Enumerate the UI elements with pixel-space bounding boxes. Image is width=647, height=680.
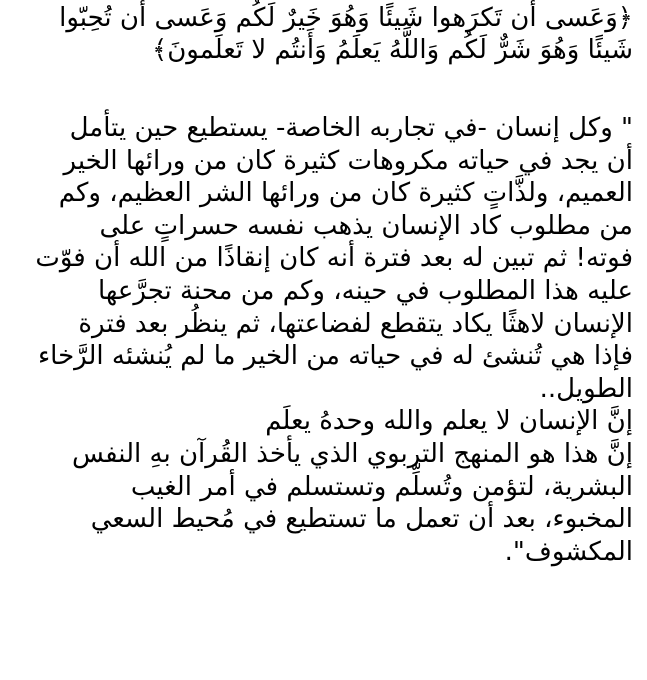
verse-line: ﴿وَعَسى أَن تَكرَهوا شَيئًا وَهُوَ خَيرٌ لَكُم وَعَسى أَن تُحِبّوا xyxy=(59,3,633,33)
quran-verse xyxy=(14,0,633,66)
text-line: أن يجد في حياته مكروهات كثيرة كان من ورائها الخير xyxy=(63,145,633,176)
text-line: الطويل.. xyxy=(539,373,633,404)
text-line: الإنسان لاهثًا يكاد يتقطع لفضاعتها، ثم ينظُر بعد فترة xyxy=(78,308,633,339)
paragraph-gap xyxy=(14,66,633,112)
text-line: المكشوف". xyxy=(504,536,633,567)
text-line: عليه هذا المطلوب في حينه، وكم من محنة تجرَّعها xyxy=(97,275,633,306)
text-line: البشرية، لتؤمن وتُسلِّم وتستسلم في أمر الغيب xyxy=(130,471,633,502)
text-line: إنَّ هذا هو المنهج التربوي الذي يأخذ القُرآن بهِ النفس xyxy=(71,438,633,469)
text-line: من مطلوب كاد الإنسان يذهب نفسه حسراتٍ على xyxy=(99,210,633,241)
text-line: فإذا هي تُنشئ له في حياته من الخير ما لم يُنشئه الرَّخاء xyxy=(37,341,633,372)
text-line: إنَّ الإنسان لا يعلم والله وحدهُ يعلَم xyxy=(265,406,633,437)
text-line: فوته! ثم تبين له بعد فترة أنه كان إنقاذًا من الله أن فوّت xyxy=(35,243,633,274)
text-line: العميم، ولذَّاتٍ كثيرة كان من ورائها الشر العظيم، وكم xyxy=(58,178,633,209)
text-line: " وكل إنسان -في تجاربه الخاصة- يستطيع حين يتأمل xyxy=(69,113,633,143)
text-line: المخبوء، بعد أن تعمل ما تستطيع في مُحيط السعي xyxy=(90,504,633,535)
commentary-paragraph xyxy=(14,112,633,568)
verse-line: شَيئًا وَهُوَ شَرٌّ لَكُم وَاللَّهُ يَعلَمُ وَأَنتُم لا تَعلَمونَ﴾ xyxy=(151,35,633,65)
